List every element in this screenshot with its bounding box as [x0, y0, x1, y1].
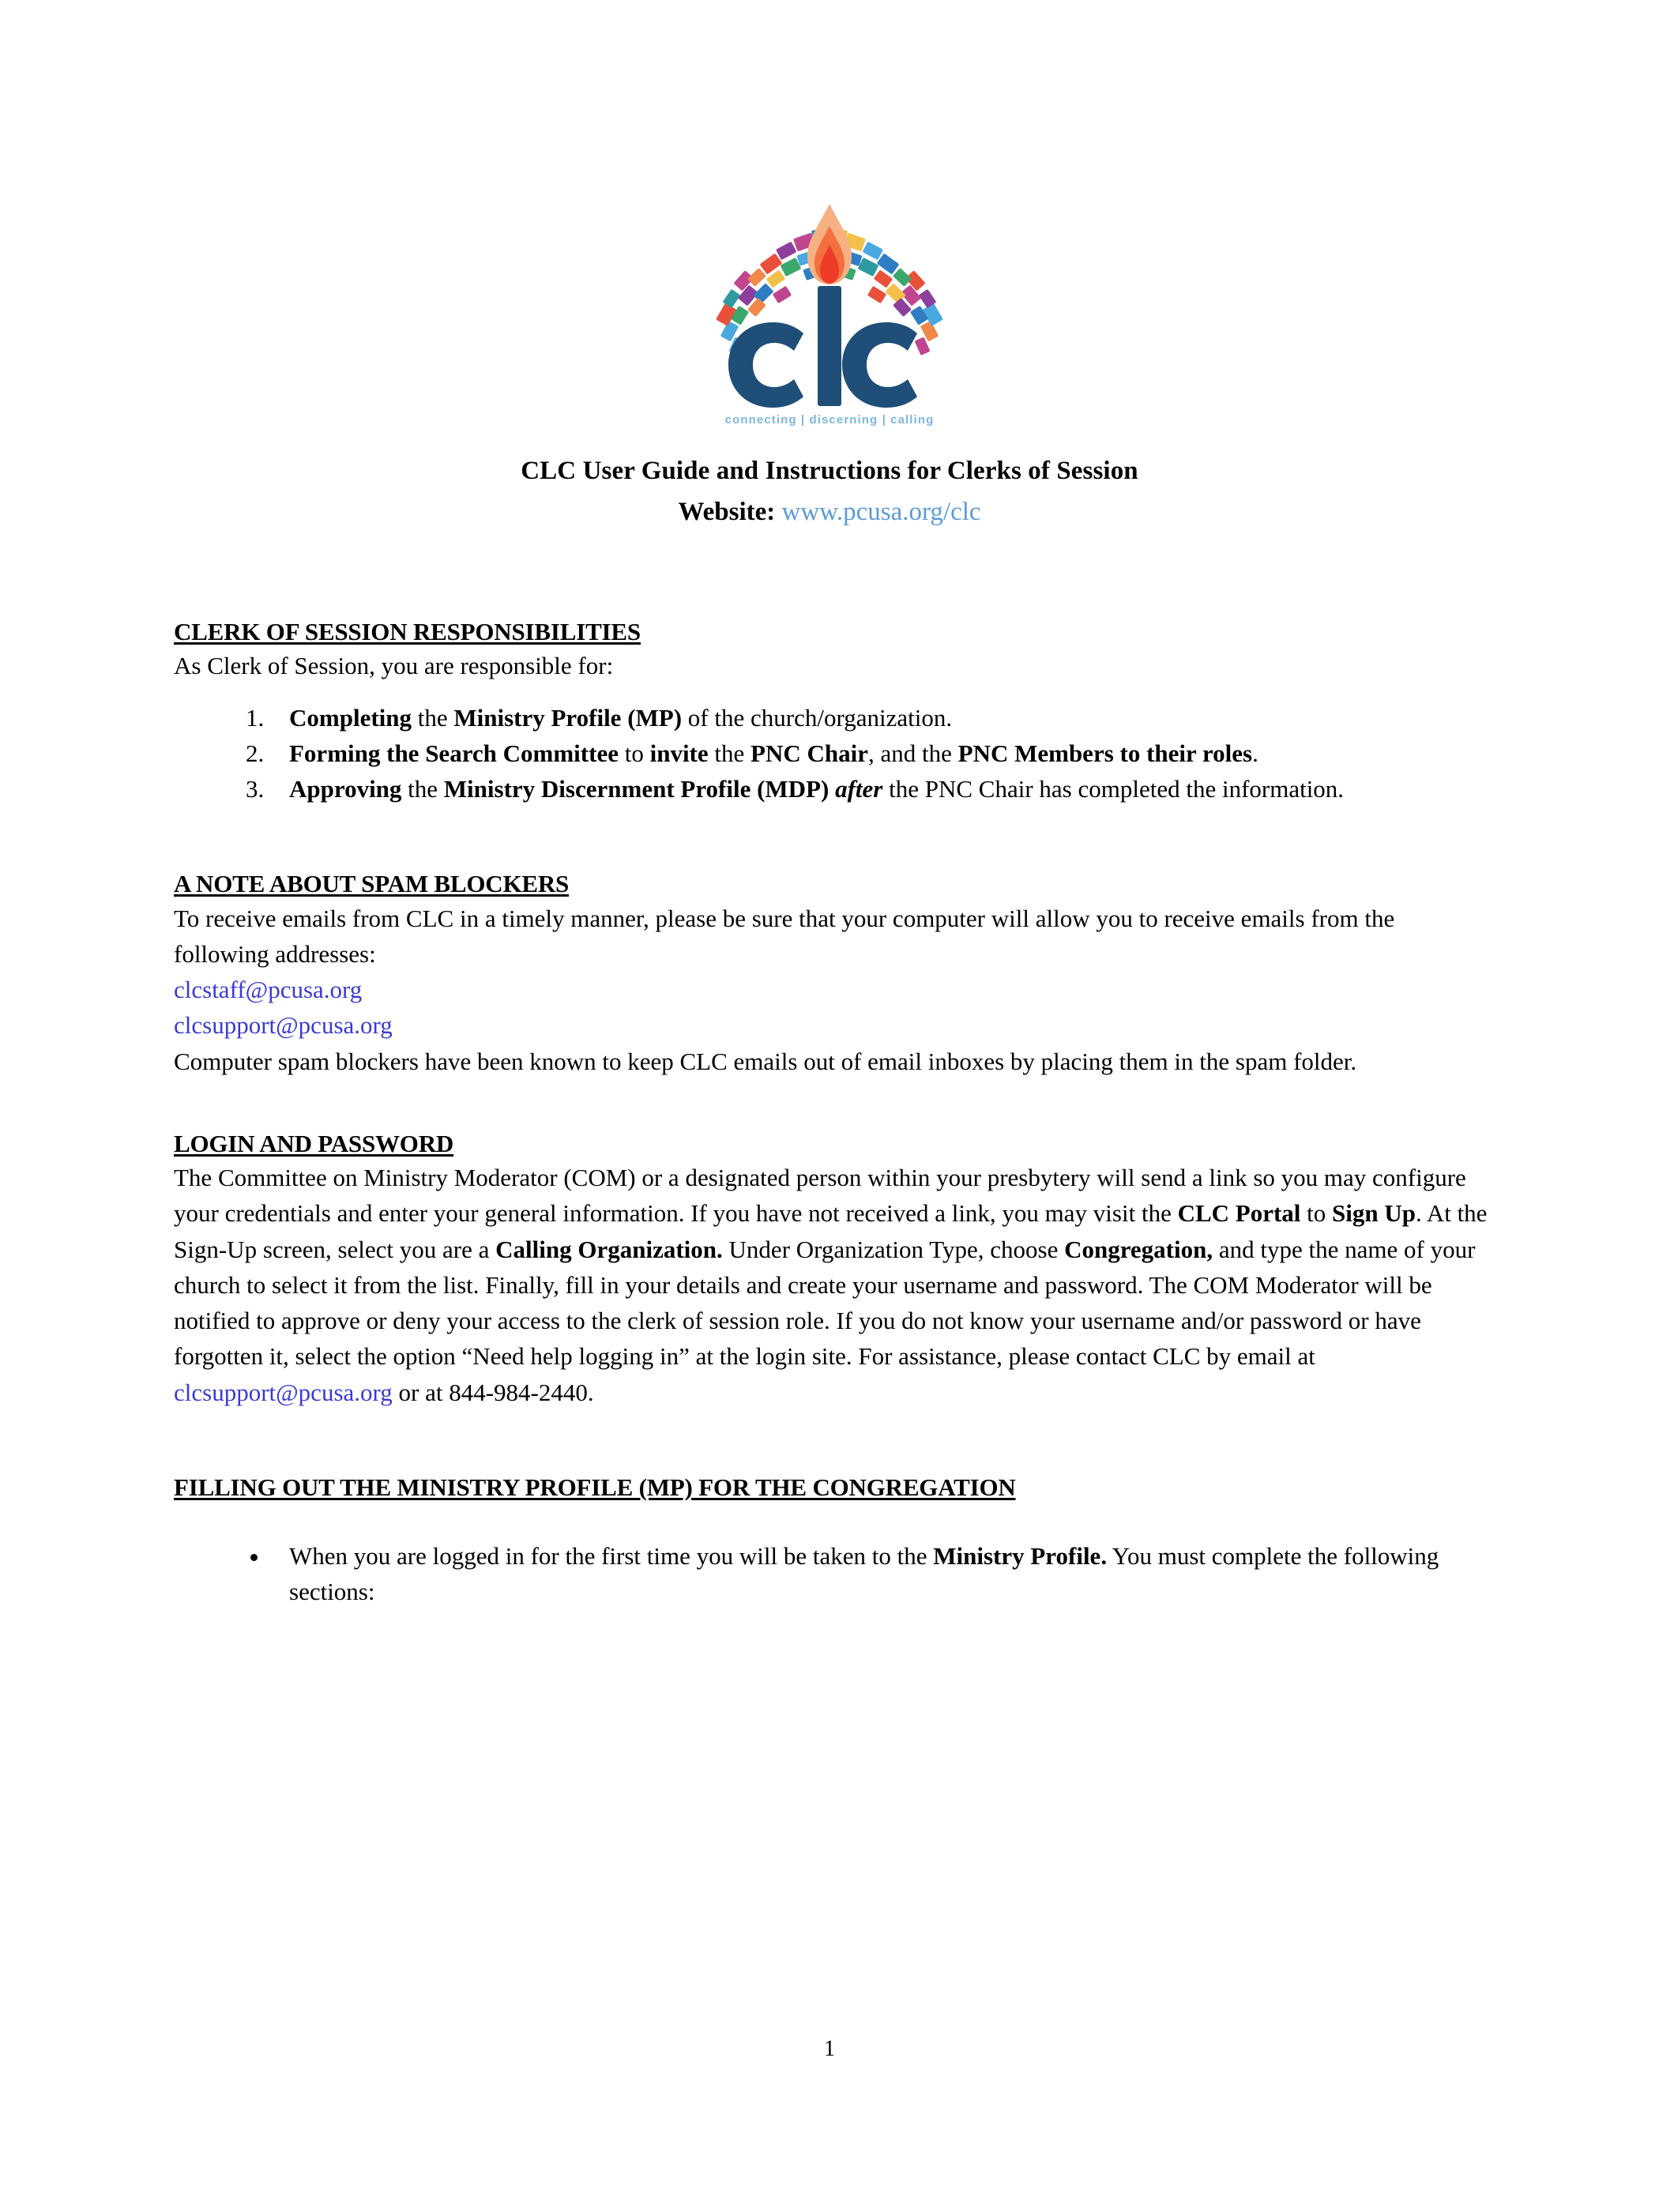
- section-spam-blockers: [174, 868, 1489, 900]
- website-line: [0, 498, 1659, 527]
- spam-paragraph-1: To receive emails from CLC in a timely manner, please be sure that your computer will allow you to receive emails from the following addresses:: [174, 904, 1395, 968]
- list-item: [270, 1538, 1489, 1610]
- list-item: [270, 735, 1489, 771]
- item-emphasis: Ministry Profile.: [933, 1542, 1108, 1571]
- section-heading-filling-mp: FILLING OUT THE MINISTRY PROFILE (MP) FOR THE CONGREGATION: [174, 1473, 1016, 1501]
- section-filling-mp: [174, 1472, 1489, 1503]
- item-emphasis: Approving: [289, 775, 402, 803]
- spam-paragraph-2: Computer spam blockers have been known to keep CLC emails out of email inboxes by placing them in the spam folder.: [174, 1047, 1357, 1075]
- item-text: You must complete the following sections:: [289, 1542, 1439, 1606]
- para-text: Under Organization Type, choose: [722, 1235, 1065, 1263]
- item-text: .: [1252, 739, 1258, 767]
- para-text: to: [1300, 1199, 1333, 1228]
- para-text: . At the Sign-Up screen, select you are a: [174, 1199, 1488, 1263]
- section-login-password: [174, 1128, 1489, 1160]
- item-text: the: [401, 775, 444, 803]
- section-heading-responsibilities: CLERK OF SESSION RESPONSIBILITIES: [174, 618, 641, 645]
- section-responsibilities: [174, 616, 1489, 648]
- item-text: to: [618, 739, 650, 767]
- item-text: , and the: [868, 739, 958, 767]
- logo-tagline: connecting | discerning | calling: [724, 413, 935, 427]
- para-text: and type the name of your church to select it from the list. Finally, fill in your details and create your username and password. The COM Moderator will be notified to approve or deny your access to the clerk of session role. If you do not know your username and/or password or have forgotten it, select the option “Need help logging in” at the login site. For assistance, please contact CLC by email at: [174, 1235, 1476, 1371]
- item-text: the: [412, 703, 454, 732]
- document-body: [174, 616, 1489, 1610]
- item-emphasis: Forming the Search Committee: [289, 739, 619, 767]
- item-emphasis: Ministry Discernment Profile (MDP): [443, 775, 830, 803]
- filling-mp-list: [174, 1538, 1489, 1610]
- item-emphasis: invite: [649, 739, 709, 767]
- website-label: Website:: [678, 498, 776, 526]
- item-emphasis: PNC Chair: [750, 739, 868, 767]
- section-heading-spam-blockers: A NOTE ABOUT SPAM BLOCKERS: [174, 870, 570, 898]
- para-text: The Committee on Ministry Moderator (COM) or a designated person within your presbytery will send a link so you may configure your credentials and enter your general information. If you have not received a link, you may visit the: [174, 1164, 1466, 1228]
- email-link-clcsupport-inline[interactable]: clcsupport@pcusa.org: [174, 1378, 393, 1406]
- para-emphasis: Sign Up: [1332, 1199, 1416, 1228]
- email-link-clcstaff[interactable]: clcstaff@pcusa.org: [174, 976, 363, 1004]
- list-item: [270, 700, 1489, 735]
- page-title: CLC User Guide and Instructions for Clerks of Session: [521, 457, 1138, 485]
- item-text: the PNC Chair has completed the information.: [882, 775, 1345, 803]
- spam-email-list: [174, 972, 1489, 1044]
- para-emphasis: Calling Organization.: [495, 1235, 723, 1263]
- email-link-clcsupport[interactable]: clcsupport@pcusa.org: [174, 1011, 393, 1040]
- flame-icon: [807, 204, 852, 284]
- page-number: 1: [824, 2037, 835, 2061]
- item-text: When you are logged in for the first time you will be taken to the: [289, 1542, 934, 1571]
- item-emphasis: Ministry Profile (MP): [453, 703, 683, 732]
- para-emphasis: CLC Portal: [1177, 1199, 1301, 1228]
- item-emphasis: PNC Members to their roles: [957, 739, 1253, 767]
- item-text: [829, 775, 835, 803]
- item-text: of the church/organization.: [682, 703, 953, 732]
- clc-logo-svg: [679, 190, 980, 427]
- item-emphasis: Completing: [289, 703, 412, 732]
- responsibilities-intro: As Clerk of Session, you are responsible for:: [174, 652, 614, 680]
- item-text: the: [708, 739, 751, 767]
- login-paragraph: [174, 1160, 1489, 1410]
- para-emphasis: Congregation,: [1064, 1235, 1213, 1263]
- list-item: [270, 771, 1489, 807]
- section-heading-login-password: LOGIN AND PASSWORD: [174, 1129, 454, 1157]
- para-text: or at 844-984-2440.: [392, 1378, 594, 1406]
- clc-logo: [0, 190, 1659, 431]
- website-url-link[interactable]: www.pcusa.org/clc: [781, 498, 981, 526]
- item-emphasis-italic: after: [835, 775, 883, 803]
- responsibilities-list: [174, 700, 1489, 807]
